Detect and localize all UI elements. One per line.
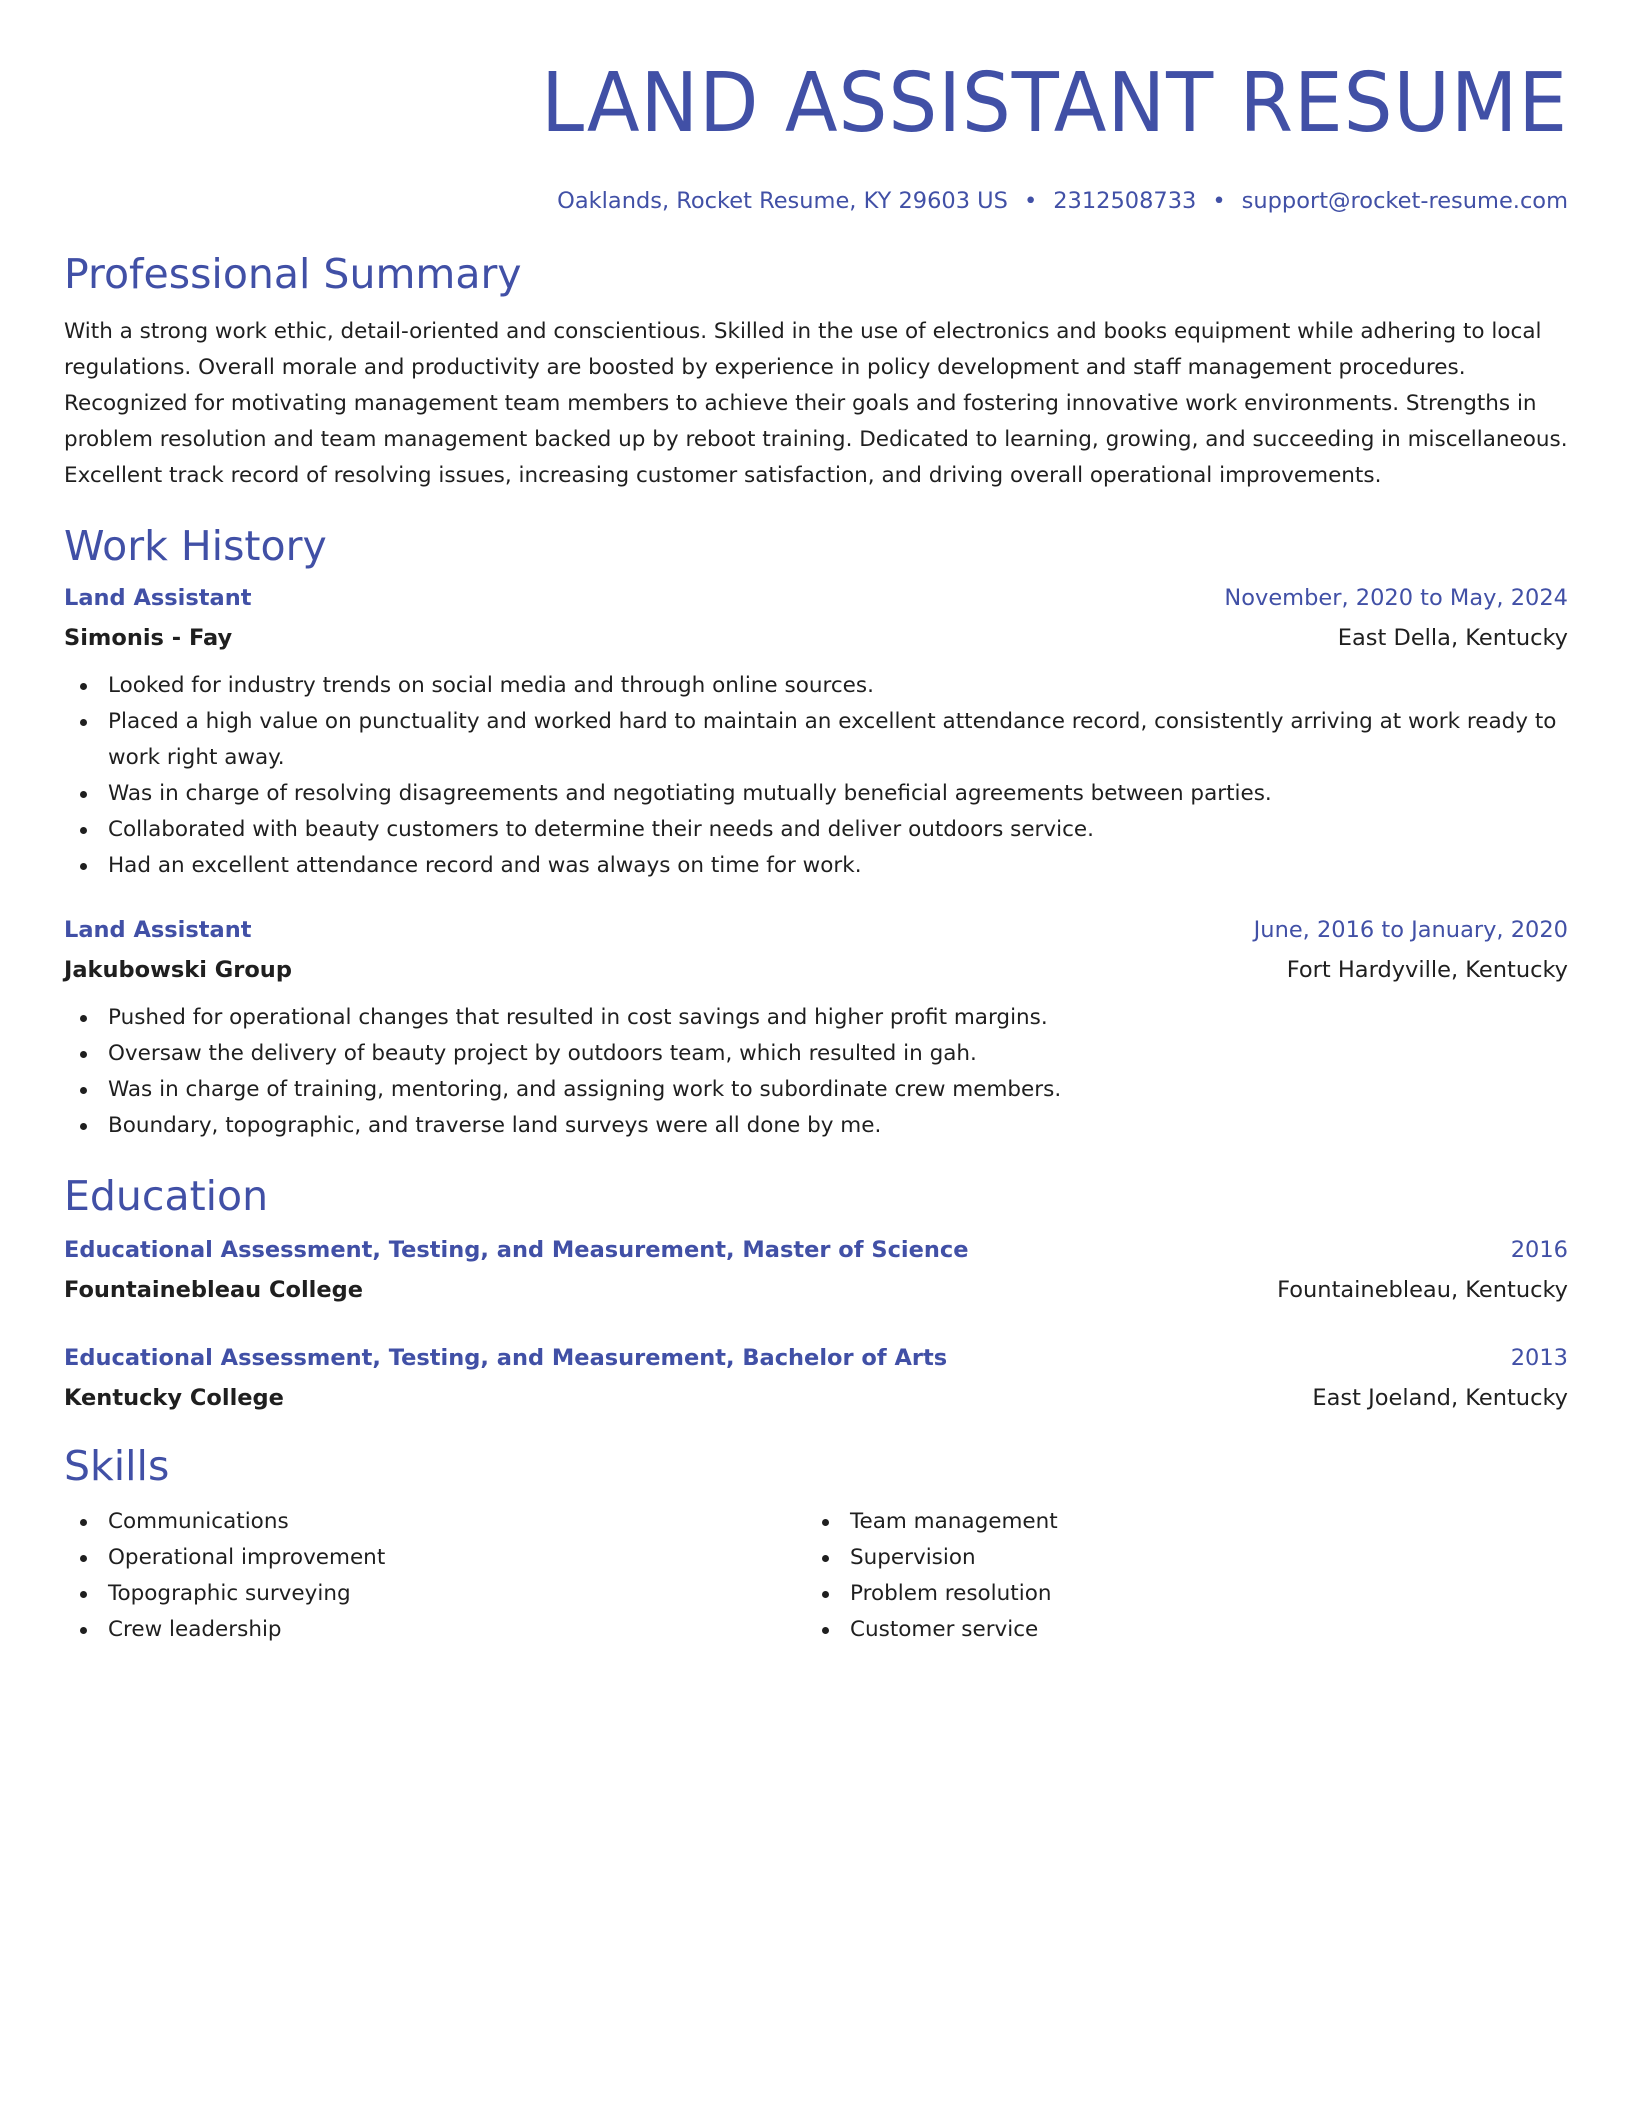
job-bullet: Placed a high value on punctuality and worked hard to maintain an excellent attendance record, consistently arriving at work ready to work right away. [64,704,1568,776]
job-bullet: Was in charge of training, mentoring, and assigning work to subordinate crew members. [64,1072,1568,1108]
job-bullet: Was in charge of resolving disagreements and negotiating mutually beneficial agreements between parties. [64,776,1568,812]
education-subheader [64,1270,1568,1310]
summary-heading: Professional Summary [64,250,522,298]
job-subheader [64,950,1568,990]
education-entry [64,1230,1568,1310]
skills-right-column [806,1504,1548,1648]
job-header [64,578,1568,618]
job-bullet: Pushed for operational changes that resulted in cost savings and higher profit margins. [64,1000,1568,1036]
skill-item: Crew leadership [64,1612,806,1648]
skill-item: Customer service [806,1612,1548,1648]
job-bullet: Had an excellent attendance record and was always on time for work. [64,848,1568,884]
job-company: Simonis - Fay [64,625,233,651]
education-location: East Joeland, Kentucky [1312,1385,1568,1411]
contact-separator: • [1023,188,1038,214]
job-bullet: Looked for industry trends on social media and through online sources. [64,668,1568,704]
education-school: Fountainebleau College [64,1277,364,1303]
education-degree: Educational Assessment, Testing, and Measurement, Bachelor of Arts [64,1345,948,1371]
skill-item: Topographic surveying [64,1576,806,1612]
job-bullet: Oversaw the delivery of beauty project by outdoors team, which resulted in gah. [64,1036,1568,1072]
resume-title: LAND ASSISTANT RESUME [541,56,1568,151]
education-year: 2016 [1510,1237,1568,1263]
education-degree: Educational Assessment, Testing, and Measurement, Master of Science [64,1237,969,1263]
job-entry [64,910,1568,1144]
job-dates: June, 2016 to January, 2020 [1253,917,1568,943]
job-entry [64,578,1568,884]
education-location: Fountainebleau, Kentucky [1277,1277,1568,1303]
education-heading: Education [64,1172,269,1220]
job-title: Land Assistant [64,585,252,611]
job-title: Land Assistant [64,917,252,943]
education-header [64,1338,1568,1378]
skill-item: Supervision [806,1540,1548,1576]
job-company: Jakubowski Group [64,957,292,983]
job-bullets [64,1000,1568,1144]
job-dates: November, 2020 to May, 2024 [1224,585,1568,611]
skills-left-column [64,1504,806,1648]
education-subheader [64,1378,1568,1418]
job-subheader [64,618,1568,658]
contact-address: Oaklands, Rocket Resume, KY 29603 US [557,188,1008,214]
skills-heading: Skills [64,1442,170,1490]
job-location: East Della, Kentucky [1337,625,1568,651]
education-school: Kentucky College [64,1385,284,1411]
contact-phone: 2312508733 [1053,188,1197,214]
contact-separator: • [1212,188,1226,214]
job-bullet: Boundary, topographic, and traverse land surveys were all done by me. [64,1108,1568,1144]
skill-item: Problem resolution [806,1576,1548,1612]
education-entry [64,1338,1568,1418]
summary-text: With a strong work ethic, detail-oriented and conscientious. Skilled in the use of electronics and books equipment while adhering to local regulations. Overall morale and productivity are boosted by experience in policy development and staff management procedures. Recognized for motivating management team members to achieve their goals and fostering innovative work environments. Strengths in problem resolution and team management backed up by reboot training. Dedicated to learning, growing, and succeeding in miscellaneous. Excellent track record of resolving issues, increasing customer satisfaction, and driving overall operational improvements. [64,319,1568,488]
skill-item: Communications [64,1504,806,1540]
job-bullets [64,668,1568,884]
job-header [64,910,1568,950]
skill-item: Operational improvement [64,1540,806,1576]
contact-line [64,184,1568,218]
skills-columns [64,1504,1568,1648]
education-header [64,1230,1568,1270]
skill-item: Team management [806,1504,1548,1540]
job-bullet: Collaborated with beauty customers to determine their needs and deliver outdoors service. [64,812,1568,848]
education-year: 2013 [1510,1345,1568,1371]
job-location: Fort Hardyville, Kentucky [1286,957,1568,983]
contact-email: support@rocket-resume.com [1241,188,1568,214]
work-history-heading: Work History [64,522,327,570]
